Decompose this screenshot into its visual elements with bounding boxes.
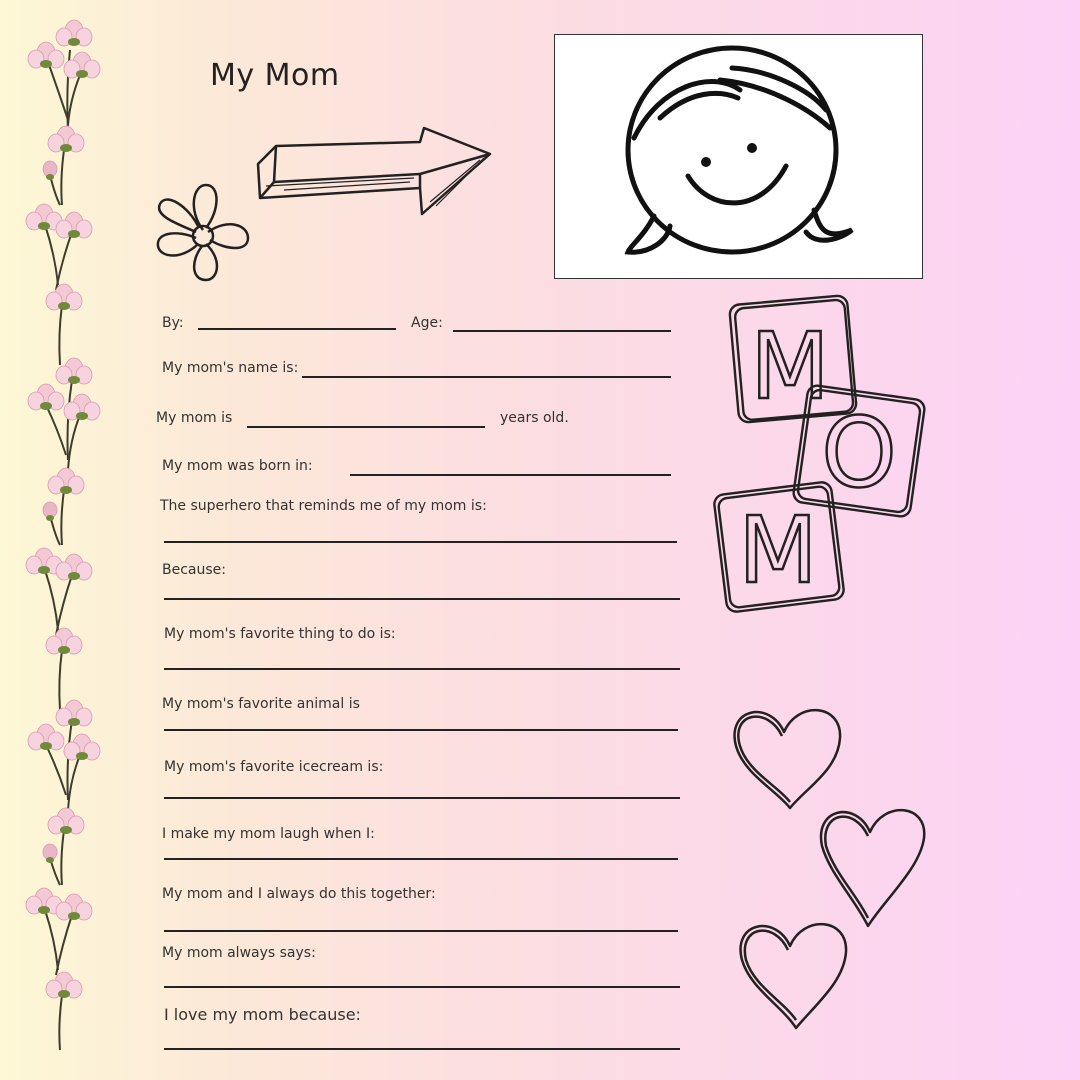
arrow-icon	[254, 124, 494, 219]
block-letter-m1: M	[750, 313, 830, 420]
love-line[interactable]	[164, 1048, 680, 1050]
superhero-label: The superhero that reminds me of my mom is:	[160, 498, 487, 514]
by-label: By:	[162, 315, 184, 331]
love-label: I love my mom because:	[164, 1005, 361, 1024]
laugh-label: I make my mom laugh when I:	[162, 826, 375, 842]
favorite-animal-label: My mom's favorite animal is	[162, 696, 360, 712]
says-label: My mom always says:	[162, 945, 316, 961]
letter-block-icon	[712, 292, 942, 612]
because-line[interactable]	[164, 598, 680, 600]
years-old-label: years old.	[500, 410, 569, 426]
flower-outline-icon	[148, 180, 258, 290]
age-line[interactable]	[453, 330, 671, 332]
favorite-icecream-line[interactable]	[164, 797, 680, 799]
flower-vine-icon	[0, 0, 110, 1080]
age-label: Age:	[411, 315, 443, 331]
mom-face-icon	[620, 40, 860, 270]
together-label: My mom and I always do this together:	[162, 886, 436, 902]
laugh-line[interactable]	[164, 858, 678, 860]
because-label: Because:	[162, 562, 226, 578]
together-line[interactable]	[164, 930, 678, 932]
block-letter-o: O	[821, 397, 897, 509]
born-line[interactable]	[350, 474, 671, 476]
born-label: My mom was born in:	[162, 458, 313, 474]
says-line[interactable]	[164, 986, 680, 988]
favorite-animal-line[interactable]	[164, 729, 678, 731]
block-letter-m2: M	[738, 497, 818, 604]
mom-is-label: My mom is	[156, 410, 233, 426]
heart-icon	[726, 700, 936, 1040]
mom-name-label: My mom's name is:	[162, 360, 299, 376]
superhero-line[interactable]	[164, 541, 677, 543]
mom-age-line[interactable]	[247, 426, 485, 428]
by-line[interactable]	[198, 328, 396, 330]
page-title: My Mom	[210, 58, 340, 93]
mom-name-line[interactable]	[302, 376, 671, 378]
favorite-thing-label: My mom's favorite thing to do is:	[164, 626, 396, 642]
favorite-icecream-label: My mom's favorite icecream is:	[164, 759, 384, 775]
favorite-thing-line[interactable]	[164, 668, 680, 670]
